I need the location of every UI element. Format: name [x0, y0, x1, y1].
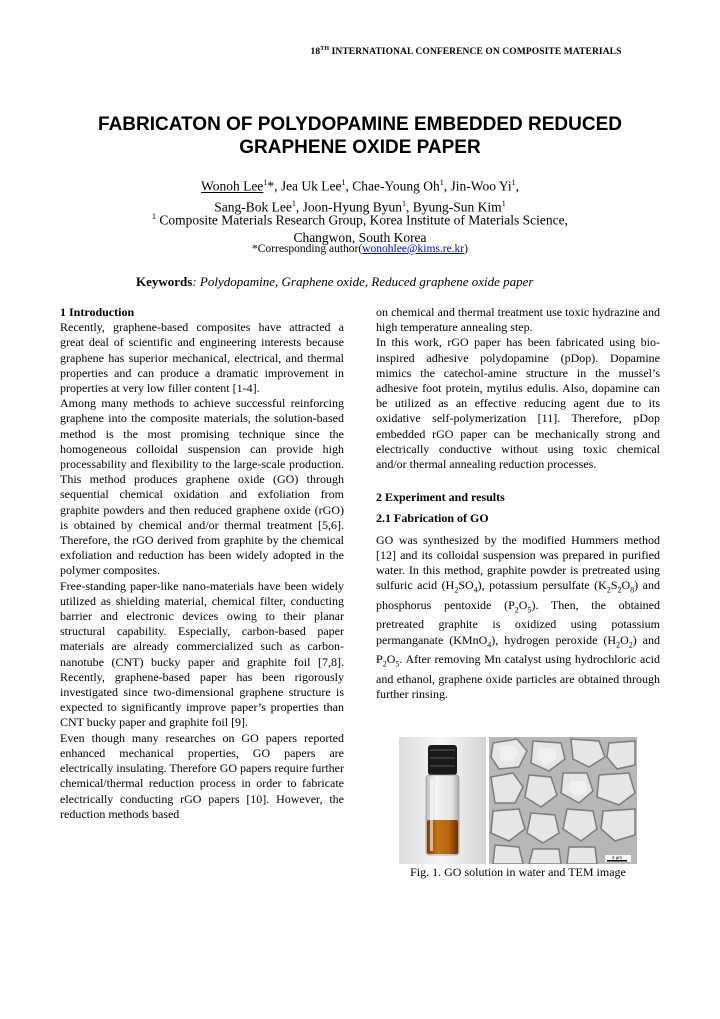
- paragraph: Among many methods to achieve successful reinforcing graphene into the composite materials, the solution-based method is the most promising technique since the homogeneous colloidal suspension can provide high processability and flexibility to the large-scale production. This method produces graphene oxide (GO) through sequential chemical oxidation and exfoliation from graphite powders and then reduced graphene oxide (rGO) is obtained by chemical and/or thermal treatment [5,6]. Therefore, the rGO derived from graphite by the chemical exfoliation and reduction has been widely adopted in the polymer composites.: [60, 396, 344, 578]
- paragraph-fabrication: GO was synthesized by the modified Hummers method [12] and its colloidal suspension was prepared in purified water. In this method, graphite powder is pretreated using sulfuric acid $(H_2SO_4)$, potassium persulfate $(K_2S_2O_8)$ and phosphorus pentoxide $(P_2O_5)$. Then, the obtained pretreated graphite is oxidized using potassium permanganate (KMnO$_4$), hydrogen peroxide $(H_2O_2)$ and $P_2O_5$. After removing Mn catalyst using hydrochloric acid and ethanol, graphene oxide particles are obtained through further rinsing.: [376, 532, 661, 702]
- title-line-1: FABRICATON OF POLYDOPAMINE EMBEDDED REDUCED: [98, 114, 622, 135]
- tem-image: [489, 737, 637, 864]
- section-heading-introduction: 1 Introduction: [60, 305, 135, 319]
- paragraph: Recently, graphene-based composites have attracted a great deal of scientific and engineering interests because graphene has superior mechanical, electrical, and thermal properties and can produce a dramatic improvement in properties at very low filler content [1-4].: [60, 320, 344, 396]
- section-heading-experiment: 2 Experiment and results: [376, 490, 505, 505]
- email-link[interactable]: wonohlee@kims.re.kr: [362, 243, 465, 255]
- subsection-heading-fabrication: 2.1 Fabrication of GO: [376, 511, 489, 526]
- paragraph: In this work, rGO paper has been fabricated using bio-inspired adhesive polydopamine (pDop). Dopamine mimics the catechol-amine structure in the mussel’s adhesive foot protein, mytilus edulis. Also, dopamine can be utilized as an effective reducing agent due to its oxidative self-polymerization [11]. Therefore, pDop embedded rGO paper can be mechanically strong and electrically conductive without using toxic chemical and/or thermal annealing reduction processes.: [376, 335, 660, 472]
- author-4: Jin-Woo Yi: [450, 178, 512, 194]
- scale-bar-label: 2 μm: [611, 855, 623, 860]
- left-column: [60, 305, 344, 822]
- title-line-2: GRAPHENE OXIDE PAPER: [239, 137, 481, 158]
- author-list: Wonoh Lee$^1$*, Jea Uk Lee$^1$, Chae-Young Oh$^1$, Jin-Woo Yi$^1$, Sang-Bok Lee$^1$, Joon-Hyung Byun$^1$, Byung-Sun Kim$^1$: [201, 178, 519, 214]
- author-6: Joon-Hyung Byun: [302, 199, 403, 214]
- right-column: [376, 305, 660, 702]
- paragraph: Even though many researches on GO papers reported enhanced mechanical properties, GO papers are electrically insulating. Therefore GO papers require further chemical/thermal reduction process in order to fabricate electrically conducting rGO papers [10]. However, the reduction methods based: [60, 730, 344, 821]
- keywords: Keywords: Polydopamine, Graphene oxide, Reduced graphene oxide paper: [136, 274, 534, 289]
- figure-1: [399, 737, 637, 864]
- author-3: Chae-Young Oh: [352, 178, 440, 194]
- affiliation: $^1$ Composite Materials Research Group, Korea Institute of Materials Science, Changwon, South Korea: [151, 212, 568, 245]
- author-2: Jea Uk Lee: [280, 178, 342, 194]
- paragraph: Free-standing paper-like nano-materials have been widely utilized as shielding material, chemical filter, conducting barrier and electronic devices owing to their planar structural capability. Especially, carbon-based paper materials are already commercialized such as carbon-nanotube (CNT) bucky paper and graphite foil [7,8]. Recently, graphene-based paper has been rigorously investigated since two-dimensional graphene structure is expected to significantly improve paper’s properties than CNT bucky paper and graphite foil [9].: [60, 578, 344, 730]
- running-head: 18TH INTERNATIONAL CONFERENCE ON COMPOSITE MATERIALS: [310, 45, 622, 57]
- paragraph: on chemical and thermal treatment use toxic hydrazine and high temperature annealing step.: [376, 305, 660, 335]
- go-solution-vial-image: [399, 737, 486, 864]
- author-1: Wonoh Lee: [201, 178, 264, 194]
- figure-caption: Fig. 1. GO solution in water and TEM image: [410, 865, 626, 879]
- paper-title: [60, 113, 660, 159]
- author-5: Sang-Bok Lee: [214, 199, 292, 214]
- author-7: Byung-Sun Kim: [412, 199, 502, 214]
- corresponding-author: *Corresponding author(wonohlee@kims.re.kr): [252, 243, 468, 255]
